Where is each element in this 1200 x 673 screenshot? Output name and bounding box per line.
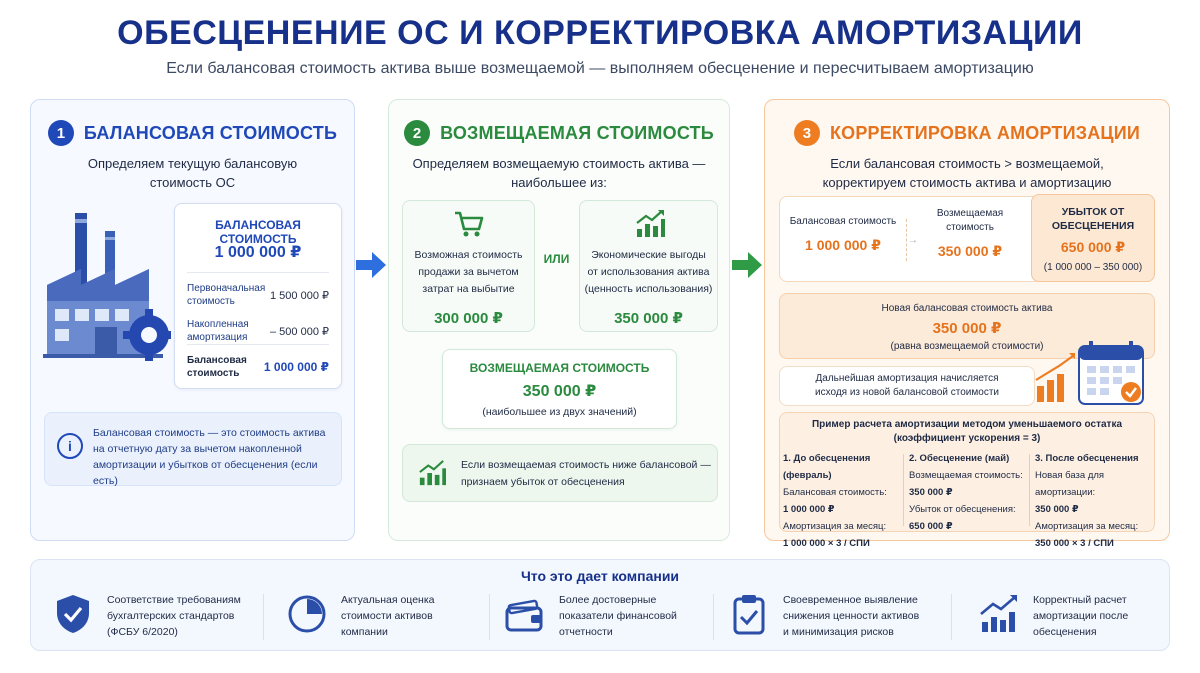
step1-desc-line2: стоимость ОС (149, 175, 236, 190)
benefit-item (285, 588, 495, 644)
example-title: Пример расчета амортизации методом уменьшаемого остатка (коэффициент ускорения = 3) (811, 419, 1123, 444)
row-balance-label: Балансовая стоимость (187, 355, 247, 379)
step3-title: КОРРЕКТИРОВКА АМОРТИЗАЦИИ (829, 122, 1141, 143)
step3-desc-line2: корректируем стоимость актива и амортизацию (822, 175, 1112, 190)
benefits-title: Что это дает компании (520, 568, 680, 584)
divider (951, 594, 952, 640)
example-column-before: 1. До обесценения (февраль) Балансовая стоимость: 1 000 000 ₽ Амортизация за месяц: 1 000 000 × 3 / СПИ (783, 453, 887, 549)
divider (1029, 454, 1030, 526)
divider (906, 219, 907, 261)
row-depreciation-value: – 500 000 ₽ (270, 326, 329, 338)
arrow-icon: → (908, 235, 918, 246)
recoverable-result-value: 350 000 ₽ (522, 383, 597, 400)
benefit-item (977, 588, 1167, 644)
arrow-right-icon (356, 252, 386, 278)
recoverable-result-card (442, 349, 677, 429)
loss-condition-box (402, 444, 718, 502)
step3-number: 3 (794, 120, 820, 146)
value-in-use-card (579, 200, 718, 332)
further-depreciation-box (779, 366, 1035, 406)
divider (903, 454, 904, 526)
value-in-use-text: Экономические выгоды от использования актива (ценность использования) (584, 249, 713, 295)
new-value-note: (равна возмещаемой стоимости) (890, 341, 1044, 352)
benefit-text: Соответствие требованиям бухгалтерских стандартов (ФСБУ 6/2020) (107, 594, 241, 638)
info-icon: i (57, 433, 83, 459)
bar-growth-icon (977, 592, 1021, 636)
cart-icon (453, 209, 485, 239)
arrow-right-icon (732, 252, 762, 278)
impairment-loss-card (1031, 194, 1155, 282)
step2-header (389, 120, 729, 146)
new-value-amount: 350 000 ₽ (932, 320, 1002, 337)
balance-label: Балансовая стоимость (789, 216, 897, 227)
divider (187, 272, 329, 273)
recoverable-amount: 350 000 ₽ (937, 243, 1003, 259)
clipboard-check-icon (727, 592, 771, 636)
step1-panel (30, 99, 355, 541)
row-balance-value: 1 000 000 ₽ (263, 360, 329, 374)
further-depreciation-text: Дальнейшая амортизация начисляется исходя из новой балансовой стоимости (815, 373, 999, 398)
or-label: ИЛИ (543, 252, 570, 266)
divider (713, 594, 714, 640)
row-depreciation-label: Накопленная амортизация (187, 319, 249, 343)
step2-title: ВОЗМЕЩАЕМАЯ СТОИМОСТЬ (440, 122, 714, 143)
wallet-icon (503, 592, 547, 636)
recoverable-result-note: (наибольшее из двух значений) (482, 406, 637, 418)
benefit-item (51, 588, 261, 644)
example-columns (779, 450, 1155, 549)
step2-desc-line1: Определяем возмещаемую стоимость актива — (412, 156, 706, 171)
divider (489, 594, 490, 640)
value-in-use-amount: 350 000 ₽ (614, 310, 683, 327)
step1-header (31, 120, 354, 146)
impairment-loss-amount: 650 000 ₽ (1060, 239, 1126, 255)
recoverable-label: Возмещаемая стоимость (936, 208, 1004, 233)
step2-panel (388, 99, 730, 541)
loss-condition-text: Если возмещаемая стоимость ниже балансовой — признаем убыток от обесценения (461, 459, 711, 488)
balance-card-value: 1 000 000 ₽ (214, 244, 302, 261)
sale-value-text: Возможная стоимость продажи за вычетом затрат на выбытие (414, 249, 523, 295)
step2-desc-line2: наибольшее из: (511, 175, 607, 190)
impairment-loss-label: УБЫТОК ОТ ОБЕСЦЕНЕНИЯ (1051, 206, 1135, 232)
growth-chart-icon (417, 459, 447, 487)
sale-value-amount: 300 000 ₽ (434, 310, 503, 327)
benefit-item (727, 588, 947, 644)
row-initial-label: Первоначальная стоимость (187, 283, 266, 307)
step1-title: БАЛАНСОВАЯ СТОИМОСТЬ (83, 122, 338, 143)
step3-desc-line1: Если балансовая стоимость > возмещаемой, (830, 156, 1104, 171)
recoverable-result-title: ВОЗМЕЩАЕМАЯ СТОИМОСТЬ (469, 361, 650, 375)
sale-value-card (402, 200, 535, 332)
benefit-item (503, 588, 713, 644)
clock-pie-icon (285, 592, 329, 636)
step1-number: 1 (48, 120, 74, 146)
benefit-text: Актуальная оценка стоимости активов компании (341, 594, 435, 638)
impairment-loss-calc: (1 000 000 – 350 000) (1043, 262, 1143, 273)
row-initial-value: 1 500 000 ₽ (270, 290, 329, 302)
balance-card (174, 203, 342, 389)
definition-text: Балансовая стоимость — это стоимость актива на отчетную дату за вычетом накопленной амортизации и убытков от обесценения (если есть) (93, 427, 326, 487)
step2-number: 2 (404, 120, 430, 146)
step3-header (765, 120, 1169, 146)
example-column-after: 3. После обесценения Новая база для амортизации: 350 000 ₽ Амортизация за месяц: 350 000 × 3 / СПИ (1035, 453, 1139, 549)
benefit-text: Своевременное выявление снижения ценности активов и минимизация рисков (783, 594, 920, 638)
balance-amount: 1 000 000 ₽ (805, 237, 881, 253)
shield-check-icon (51, 592, 95, 636)
benefit-text: Более достоверные показатели финансовой отчетности (559, 594, 677, 638)
balance-card-title: БАЛАНСОВАЯ СТОИМОСТЬ (215, 218, 301, 246)
new-value-label: Новая балансовая стоимость актива (881, 303, 1053, 314)
page-subtitle: Если балансовая стоимость актива выше возмещаемой — выполняем обесценение и пересчитываем амортизацию (166, 60, 1034, 77)
factory-icon (41, 205, 171, 365)
example-column-impairment: 2. Обесценение (май) Возмещаемая стоимость: 350 000 ₽ Убыток от обесценения: 650 000 ₽ (909, 453, 1023, 532)
step1-desc-line1: Определяем текущую балансовую (87, 156, 298, 171)
step3-panel (764, 99, 1170, 549)
page-title: ОБЕСЦЕНЕНИЕ ОС И КОРРЕКТИРОВКА АМОРТИЗАЦИИ (117, 14, 1083, 52)
growth-chart-icon (634, 209, 666, 239)
calendar-chart-icon (1035, 340, 1155, 408)
divider (187, 344, 329, 345)
divider (263, 594, 264, 640)
benefit-text: Корректный расчет амортизации после обесценения (1033, 594, 1129, 638)
benefits-panel (30, 559, 1170, 651)
definition-box (44, 412, 342, 486)
